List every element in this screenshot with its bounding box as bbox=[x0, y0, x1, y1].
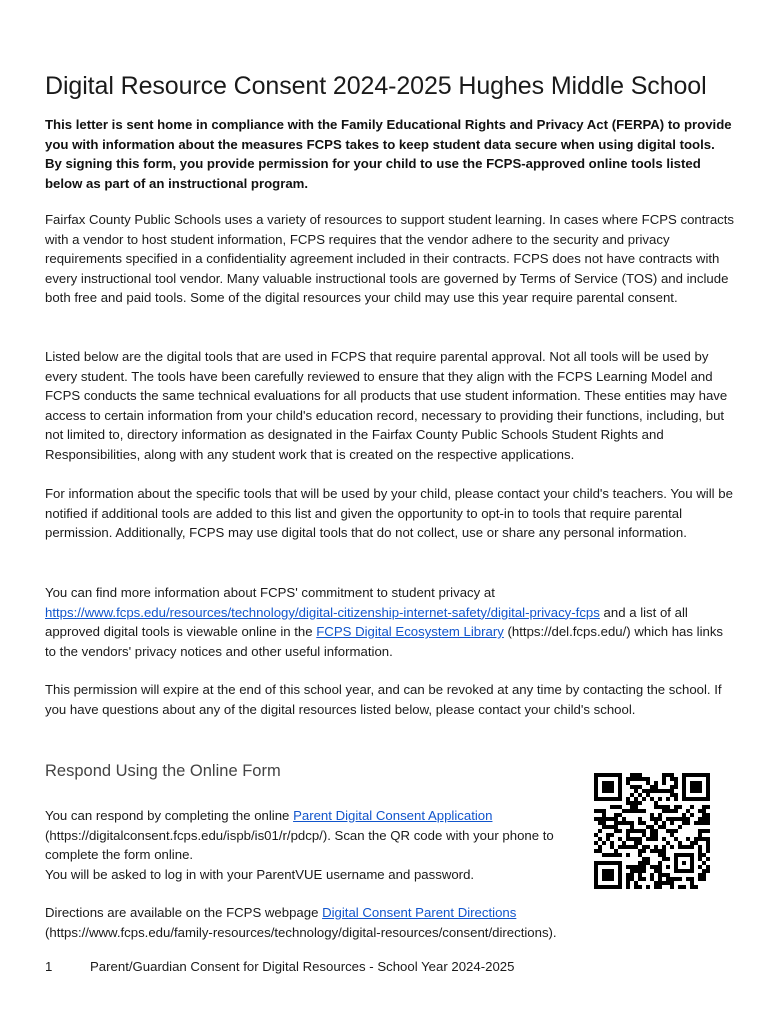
footer-text: Parent/Guardian Consent for Digital Resources - School Year 2024-2025 bbox=[90, 959, 515, 974]
login-note: You will be asked to log in with your ParentVUE username and password. bbox=[45, 866, 475, 882]
digital-ecosystem-library-link[interactable]: FCPS Digital Ecosystem Library bbox=[316, 624, 504, 639]
parent-digital-consent-link[interactable]: Parent Digital Consent Application bbox=[293, 808, 493, 823]
online-form-text bbox=[45, 806, 575, 884]
privacy-text-before: You can find more information about FCPS' commitment to student privacy at bbox=[45, 585, 495, 600]
page-footer bbox=[45, 959, 514, 974]
online-form-instructions bbox=[45, 806, 575, 865]
privacy-text-middle: and a list of all approved digital tools is viewable online in the bbox=[45, 604, 688, 639]
online-form-heading: Respond Using the Online Form bbox=[45, 762, 281, 780]
privacy-fcps-link[interactable]: https://www.fcps.edu/resources/technology/digital-citizenship-internet-safety/digital-privacy-fcps bbox=[45, 604, 600, 620]
directions-text-before: Directions are available on the FCPS webpage bbox=[45, 905, 323, 920]
paragraph-resources: Fairfax County Public Schools uses a variety of resources to support student learning. In cases where FCPS contracts with a vendor to host student information, FCPS requires that the vendor adhere to the security and privacy requirements specified in a confidentiality agreement included in their contracts. FCPS does not have contracts with every instructional tool vendor. Many valuable instructional tools are governed by Terms of Service (TOS) and include both free and paid tools. Some of the digital resources your child may use this year require parental consent. bbox=[45, 212, 735, 305]
page-number: 1 bbox=[45, 959, 53, 974]
directions-text bbox=[45, 903, 645, 942]
paragraph-teacher-contact: For information about the specific tools that will be used by your child, please contact your child's teachers. You will be notified if additional tools are added to this list and given the opportunity to opt-in to tools that require parental permission. Additionally, FCPS may use digital tools that do not collect, use or share any personal information. bbox=[45, 486, 733, 540]
online-form-text-before: You can respond by completing the online bbox=[45, 808, 294, 823]
digital-consent-directions-link[interactable]: Digital Consent Parent Directions bbox=[322, 905, 517, 920]
directions-text-after: (https://www.fcps.edu/family-resources/technology/digital-resources/consent/directions). bbox=[45, 924, 557, 940]
privacy-text-after: (https://del.fcps.edu/) which has links to the vendors' privacy notices and other useful information. bbox=[45, 624, 724, 659]
intro-paragraph: This letter is sent home in compliance with the Family Educational Rights and Privacy Act (FERPA) to provide you with information about the measures FCPS takes to keep student data secure when using digital tools. By signing this form, you provide permission for your child to use the FCPS-approved online tools listed below as part of an instructional program. bbox=[45, 117, 732, 191]
paragraph-privacy-info bbox=[45, 583, 735, 661]
online-form-text-after: (https://digitalconsent.fcps.edu/ispb/is01/r/pdcp/). Scan the QR code with your phone to complete the form online. bbox=[45, 827, 554, 862]
page-title: Digital Resource Consent 2024-2025 Hughes Middle School bbox=[45, 72, 707, 100]
paragraph-digital-tools: Listed below are the digital tools that are used in FCPS that require parental approval. Not all tools will be used by every student. The tools have been carefully reviewed to ensure that they align with the FCPS Learning Model and FCPS conducts the same technical evaluations for all products that use student information. These entities may have access to certain information from your child's education record, necessary to providing their functions, including, but not limited to, directory information as designated in the Fairfax County Public Schools Student Rights and Responsibilities, along with any student work that is created on the respective applications. bbox=[45, 349, 728, 462]
qr-code-icon bbox=[594, 773, 710, 889]
paragraph-permission-expiry: This permission will expire at the end of this school year, and can be revoked at any time by contacting the school. If you have questions about any of the digital resources listed below, please contact your child's school. bbox=[45, 682, 722, 717]
